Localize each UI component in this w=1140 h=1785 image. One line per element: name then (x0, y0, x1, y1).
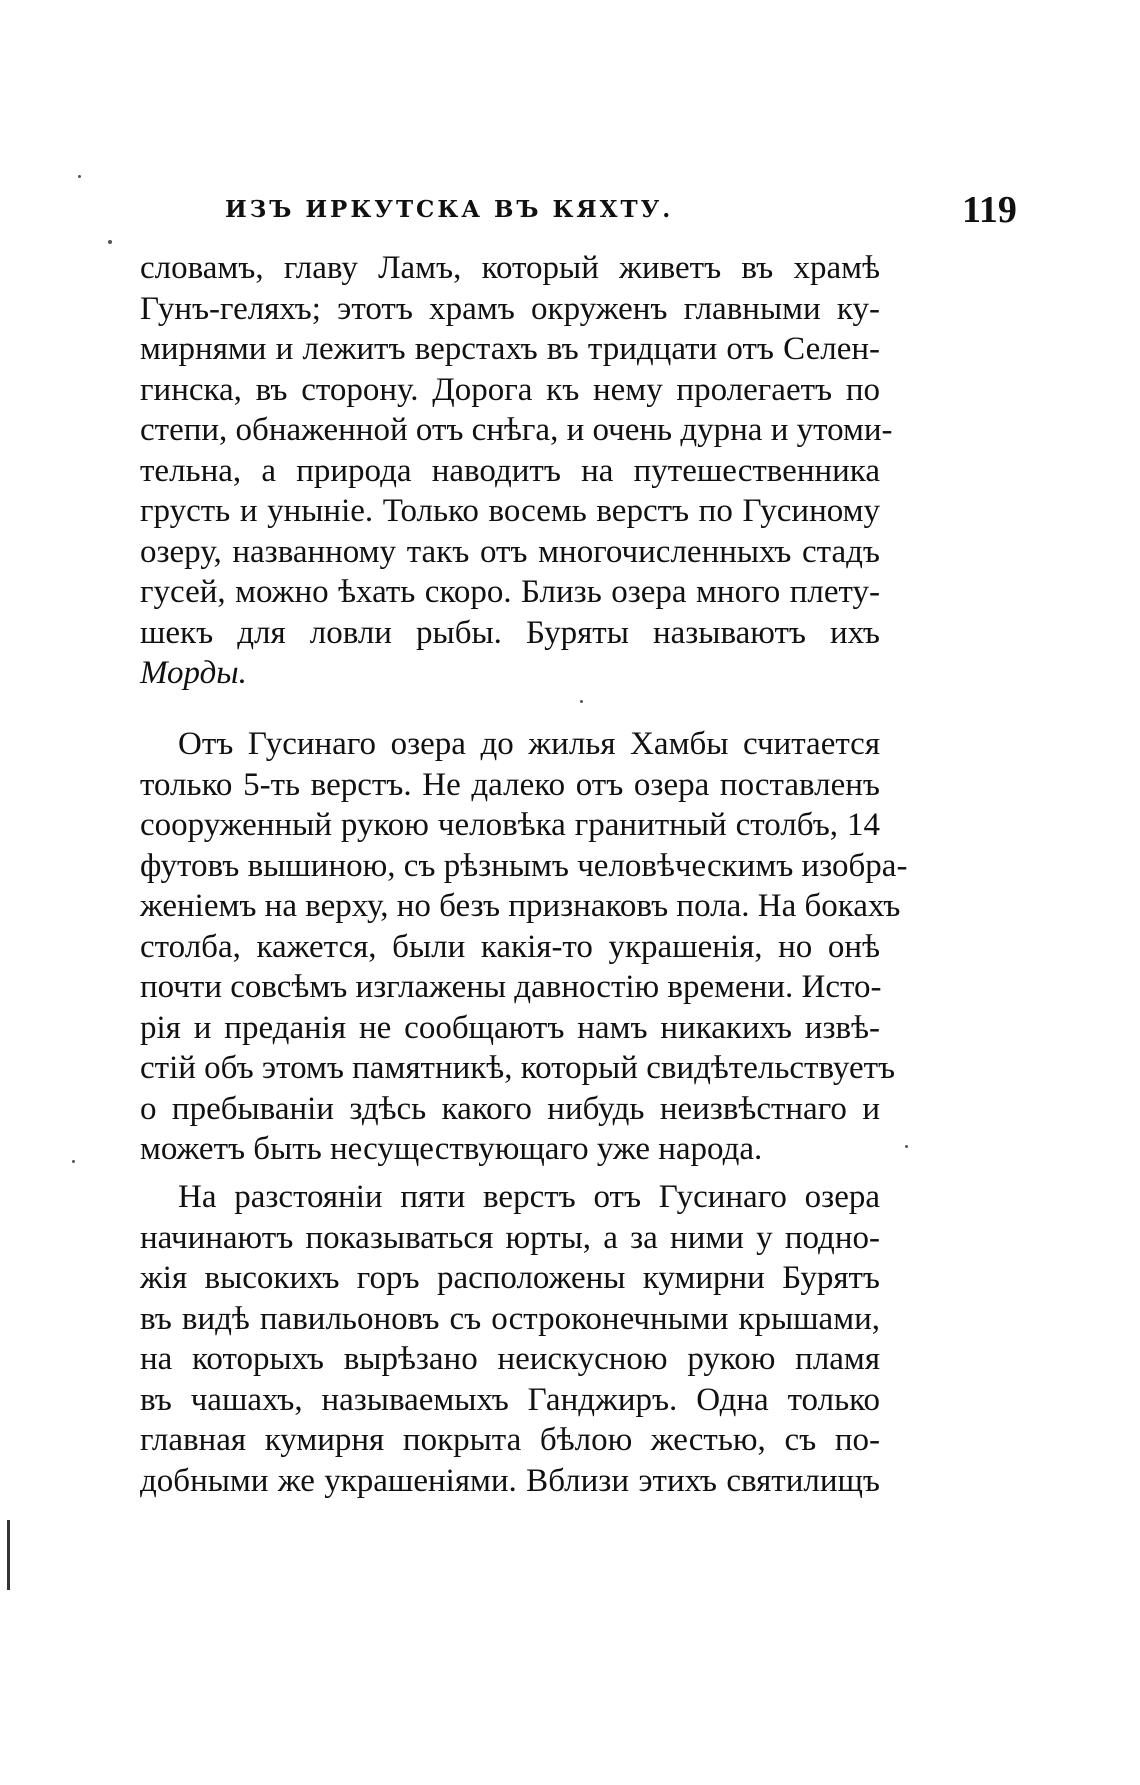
text-line: словамъ, главу Ламъ, который живетъ въ храмѣ (140, 250, 880, 286)
page-number: 119 (962, 189, 1017, 231)
scan-speck (78, 175, 81, 178)
text-line: о пребываніи здѣсь какого нибудь неизвѣстнаго и (140, 1090, 880, 1127)
text-line: Морды. (140, 655, 247, 691)
text-line: рія и преданія не сообщаютъ намъ никакихъ извѣ- (140, 1009, 880, 1046)
paragraph-2 (140, 724, 908, 1170)
text-line: мирнями и лежитъ верстахъ въ тридцати отъ Селен- (140, 331, 880, 367)
text-line: тельна, а природа наводитъ на путешественника (140, 452, 880, 489)
scan-speck (108, 240, 112, 244)
text-line: озеру, названному такъ отъ многочисленныхъ стадъ (140, 533, 880, 570)
scan-speck (72, 1160, 75, 1163)
running-title: ИЗЪ ИРКУТСКА ВЪ КЯХТУ. (225, 196, 674, 223)
scan-edge-mark (7, 1520, 10, 1590)
text-line: женіемъ на верху, но безъ признаковъ пола. На бокахъ (140, 888, 901, 924)
text-line: главная кумирня покрыта бѣлою жестью, съ по- (140, 1422, 880, 1458)
text-line: Отъ Гусинаго озера до жилья Хамбы считается (178, 726, 880, 762)
text-line: стій объ этомъ памятникѣ, который свидѣтельствуетъ (140, 1050, 896, 1086)
text-line: На разстояніи пяти верстъ отъ Гусинаго озера (178, 1179, 880, 1215)
text-line: жія высокихъ горъ расположены кумирни Бурятъ (140, 1260, 880, 1296)
text-line: футовъ вышиною, съ рѣзнымъ человѣческимъ изобра- (140, 847, 908, 884)
paragraph-3 (140, 1177, 880, 1501)
text-line: добными же украшеніями. Вблизи этихъ святилищъ (140, 1462, 880, 1499)
text-line: можетъ быть несуществующаго уже народа. (140, 1131, 763, 1167)
text-line: сооруженный рукою человѣка гранитный столбъ, 14 (140, 807, 880, 843)
text-line: шекъ для ловли рыбы. Буряты называютъ ихъ (140, 614, 880, 651)
paragraph-1 (140, 248, 893, 694)
text-line: гинска, въ сторону. Дорога къ нему пролегаетъ по (140, 371, 880, 408)
scan-speck (580, 700, 583, 703)
text-line: начинаютъ показываться юрты, а за ними у подно- (140, 1219, 880, 1256)
text-line: Гунъ-геляхъ; этотъ храмъ окруженъ главными ку- (140, 290, 880, 327)
scan-speck (905, 1145, 908, 1148)
text-line: почти совсѣмъ изглажены давностію времени. Исто- (140, 969, 882, 1005)
text-line: степи, обнаженной отъ снѣга, и очень дурна и утоми- (140, 412, 893, 448)
text-line: въ видѣ павильоновъ съ остроконечными крышами, (140, 1300, 880, 1337)
text-line: столба, кажется, были какія-то украшенія, но онѣ (140, 928, 880, 965)
text-line: гусей, можно ѣхать скоро. Близь озера много плету- (140, 574, 880, 610)
text-line: грусть и уныніе. Только восемь верстъ по Гусиному (140, 493, 880, 529)
text-line: на которыхъ вырѣзано неискусною рукою пламя (140, 1341, 880, 1377)
text-line: только 5-ть верстъ. Не далеко отъ озера поставленъ (140, 766, 880, 803)
text-line: въ чашахъ, называемыхъ Ганджиръ. Одна только (140, 1381, 880, 1418)
